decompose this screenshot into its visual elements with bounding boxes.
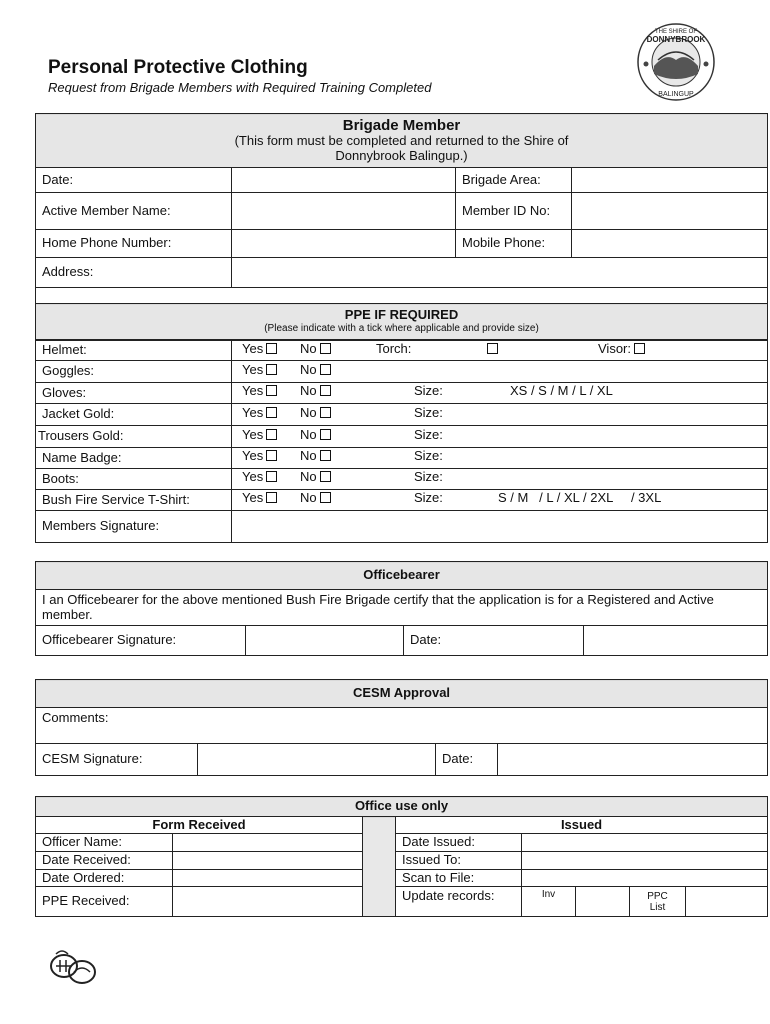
active-member-label: Active Member Name: — [36, 193, 232, 230]
officebearer-heading: Officebearer — [363, 567, 440, 583]
torch-label: Torch: — [376, 340, 412, 356]
address-label: Address: — [36, 258, 232, 288]
mobile-phone-field[interactable] — [572, 230, 768, 258]
issued-heading: Issued — [396, 817, 768, 834]
ppe-note: (Please indicate with a tick where applicable and provide size) — [264, 323, 539, 335]
cesm-table — [35, 679, 768, 776]
brigade-member-header — [36, 114, 768, 168]
trousers-no-checkbox[interactable] — [320, 429, 331, 440]
member-id-field[interactable] — [572, 193, 768, 230]
form-received-heading: Form Received — [36, 817, 363, 834]
address-field[interactable] — [232, 258, 768, 288]
badge-no-checkbox[interactable] — [320, 450, 331, 461]
boots-yes-label: Yes — [242, 469, 264, 484]
ppe-item-label: Gloves: — [36, 383, 232, 404]
issued-to-field[interactable] — [522, 852, 768, 870]
ppc-list-field[interactable] — [686, 887, 768, 917]
ppe-item-label: Trousers Gold: — [36, 426, 232, 448]
home-phone-field[interactable] — [232, 230, 456, 258]
scan-to-file-label: Scan to File: — [396, 870, 522, 887]
officebearer-header — [36, 562, 768, 590]
goggles-yes-label: Yes — [242, 361, 264, 377]
issued-to-label: Issued To: — [396, 852, 522, 870]
officebearer-signature-label: Officebearer Signature: — [36, 626, 246, 656]
mobile-phone-label: Mobile Phone: — [456, 230, 572, 258]
date-received-label: Date Received: — [36, 852, 173, 870]
brigade-area-label: Brigade Area: — [456, 168, 572, 193]
boots-no-label: No — [300, 469, 317, 484]
ppc-label: PPC — [647, 890, 668, 902]
cesm-signature-field[interactable] — [198, 744, 436, 776]
boots-yes-checkbox[interactable] — [266, 471, 277, 482]
date-ordered-label: Date Ordered: — [36, 870, 173, 887]
officer-name-field[interactable] — [173, 834, 363, 852]
officebearer-date-label: Date: — [404, 626, 584, 656]
ppe-item-label: Name Badge: — [36, 448, 232, 469]
form-title: Personal Protective Clothing — [48, 57, 308, 78]
officer-name-label: Officer Name: — [36, 834, 173, 852]
helmet-yes-label: Yes — [242, 340, 264, 356]
badge-yes-checkbox[interactable] — [266, 450, 277, 461]
jacket-no-checkbox[interactable] — [320, 407, 331, 418]
trousers-yes-label: Yes — [242, 426, 264, 442]
torch-checkbox[interactable] — [487, 343, 498, 354]
office-divider — [363, 817, 396, 917]
brigade-member-heading: Brigade Member — [342, 116, 461, 134]
gloves-yes-checkbox[interactable] — [266, 385, 277, 396]
ppc-list-label — [630, 887, 686, 917]
ppe-item-label: Helmet: — [36, 341, 232, 361]
members-signature-field[interactable] — [232, 511, 768, 543]
ppe-heading: PPE IF REQUIRED — [344, 307, 459, 323]
logo-text-top: THE SHIRE OF — [654, 29, 698, 35]
date-issued-field[interactable] — [522, 834, 768, 852]
inv-field[interactable] — [576, 887, 630, 917]
shire-logo — [636, 22, 716, 102]
officebearer-signature-field[interactable] — [246, 626, 404, 656]
trousers-yes-checkbox[interactable] — [266, 429, 277, 440]
helmet-yes-checkbox[interactable] — [266, 343, 277, 354]
cesm-date-field[interactable] — [498, 744, 768, 776]
ppe-received-label: PPE Received: — [36, 887, 173, 917]
member-id-label: Member ID No: — [456, 193, 572, 230]
trousers-no-label: No — [300, 426, 317, 442]
footer-emblem — [46, 946, 102, 990]
gloves-size-label: Size: — [414, 383, 443, 398]
ppe-received-field[interactable] — [173, 887, 363, 917]
scan-to-file-field[interactable] — [522, 870, 768, 887]
officebearer-date-field[interactable] — [584, 626, 768, 656]
gloves-no-label: No — [300, 383, 317, 398]
list-label: List — [649, 901, 666, 913]
cesm-comments[interactable] — [36, 708, 768, 744]
date-issued-label: Date Issued: — [396, 834, 522, 852]
trousers-size-label: Size: — [414, 426, 443, 442]
date-label: Date: — [36, 168, 232, 193]
cesm-date-label: Date: — [436, 744, 498, 776]
ppe-header — [36, 304, 768, 340]
brigade-member-table — [35, 113, 768, 340]
cesm-heading: CESM Approval — [353, 685, 451, 701]
brigade-member-note-1: (This form must be completed and returned to the Shire of — [234, 133, 569, 149]
ppe-item-label: Boots: — [36, 469, 232, 490]
jacket-yes-checkbox[interactable] — [266, 407, 277, 418]
helmet-no-checkbox[interactable] — [320, 343, 331, 354]
home-phone-label: Home Phone Number: — [36, 230, 232, 258]
date-received-field[interactable] — [173, 852, 363, 870]
jacket-yes-label: Yes — [242, 404, 264, 420]
jacket-size-label: Size: — [414, 404, 443, 420]
date-ordered-field[interactable] — [173, 870, 363, 887]
cesm-signature-label: CESM Signature: — [36, 744, 198, 776]
gloves-no-checkbox[interactable] — [320, 385, 331, 396]
date-field[interactable] — [232, 168, 456, 193]
goggles-no-label: No — [300, 361, 317, 377]
gloves-yes-label: Yes — [242, 383, 264, 398]
officebearer-statement: I an Officebearer for the above mentioned Bush Fire Brigade certify that the application is for a Registered and Active member. — [36, 590, 768, 626]
office-use-heading: Office use only — [354, 798, 449, 814]
tshirt-yes-checkbox[interactable] — [266, 492, 277, 503]
office-use-table — [35, 796, 768, 917]
boots-size-label: Size: — [414, 469, 443, 484]
tshirt-no-label: No — [300, 490, 317, 505]
visor-label: Visor: — [598, 340, 631, 356]
spacer-row — [36, 288, 768, 304]
tshirt-yes-label: Yes — [242, 490, 264, 505]
update-records-label: Update records: — [396, 887, 522, 917]
brigade-area-field[interactable] — [572, 168, 768, 193]
cesm-header — [36, 680, 768, 708]
jacket-no-label: No — [300, 404, 317, 420]
visor-checkbox[interactable] — [634, 343, 645, 354]
tshirt-size-label: Size: — [414, 490, 443, 505]
logo-text-main: DONNYBROOK — [646, 35, 706, 44]
ppe-item-label: Bush Fire Service T-Shirt: — [36, 490, 232, 511]
boots-no-checkbox[interactable] — [320, 471, 331, 482]
goggles-yes-checkbox[interactable] — [266, 364, 277, 375]
members-signature-label: Members Signature: — [36, 511, 232, 543]
logo-text-bottom: BALINGUP — [658, 91, 694, 98]
tshirt-size-options: S / M / L / XL / 2XL / 3XL — [498, 490, 662, 505]
helmet-no-label: No — [300, 340, 317, 356]
inv-label: Inv — [522, 887, 576, 917]
cesm-comments-label: Comments: — [42, 710, 109, 725]
badge-size-label: Size: — [414, 448, 443, 463]
badge-yes-label: Yes — [242, 448, 264, 463]
officebearer-table — [35, 561, 768, 656]
gloves-size-options: XS / S / M / L / XL — [510, 383, 613, 398]
goggles-no-checkbox[interactable] — [320, 364, 331, 375]
active-member-field[interactable] — [232, 193, 456, 230]
form-subtitle: Request from Brigade Members with Required Training Completed — [48, 80, 432, 95]
ppe-items-table — [35, 340, 768, 543]
brigade-member-note-2: Donnybrook Balingup.) — [335, 148, 468, 164]
badge-no-label: No — [300, 448, 317, 463]
tshirt-no-checkbox[interactable] — [320, 492, 331, 503]
ppe-item-label: Goggles: — [36, 361, 232, 383]
office-use-header — [36, 797, 768, 817]
ppe-item-label: Jacket Gold: — [36, 404, 232, 426]
